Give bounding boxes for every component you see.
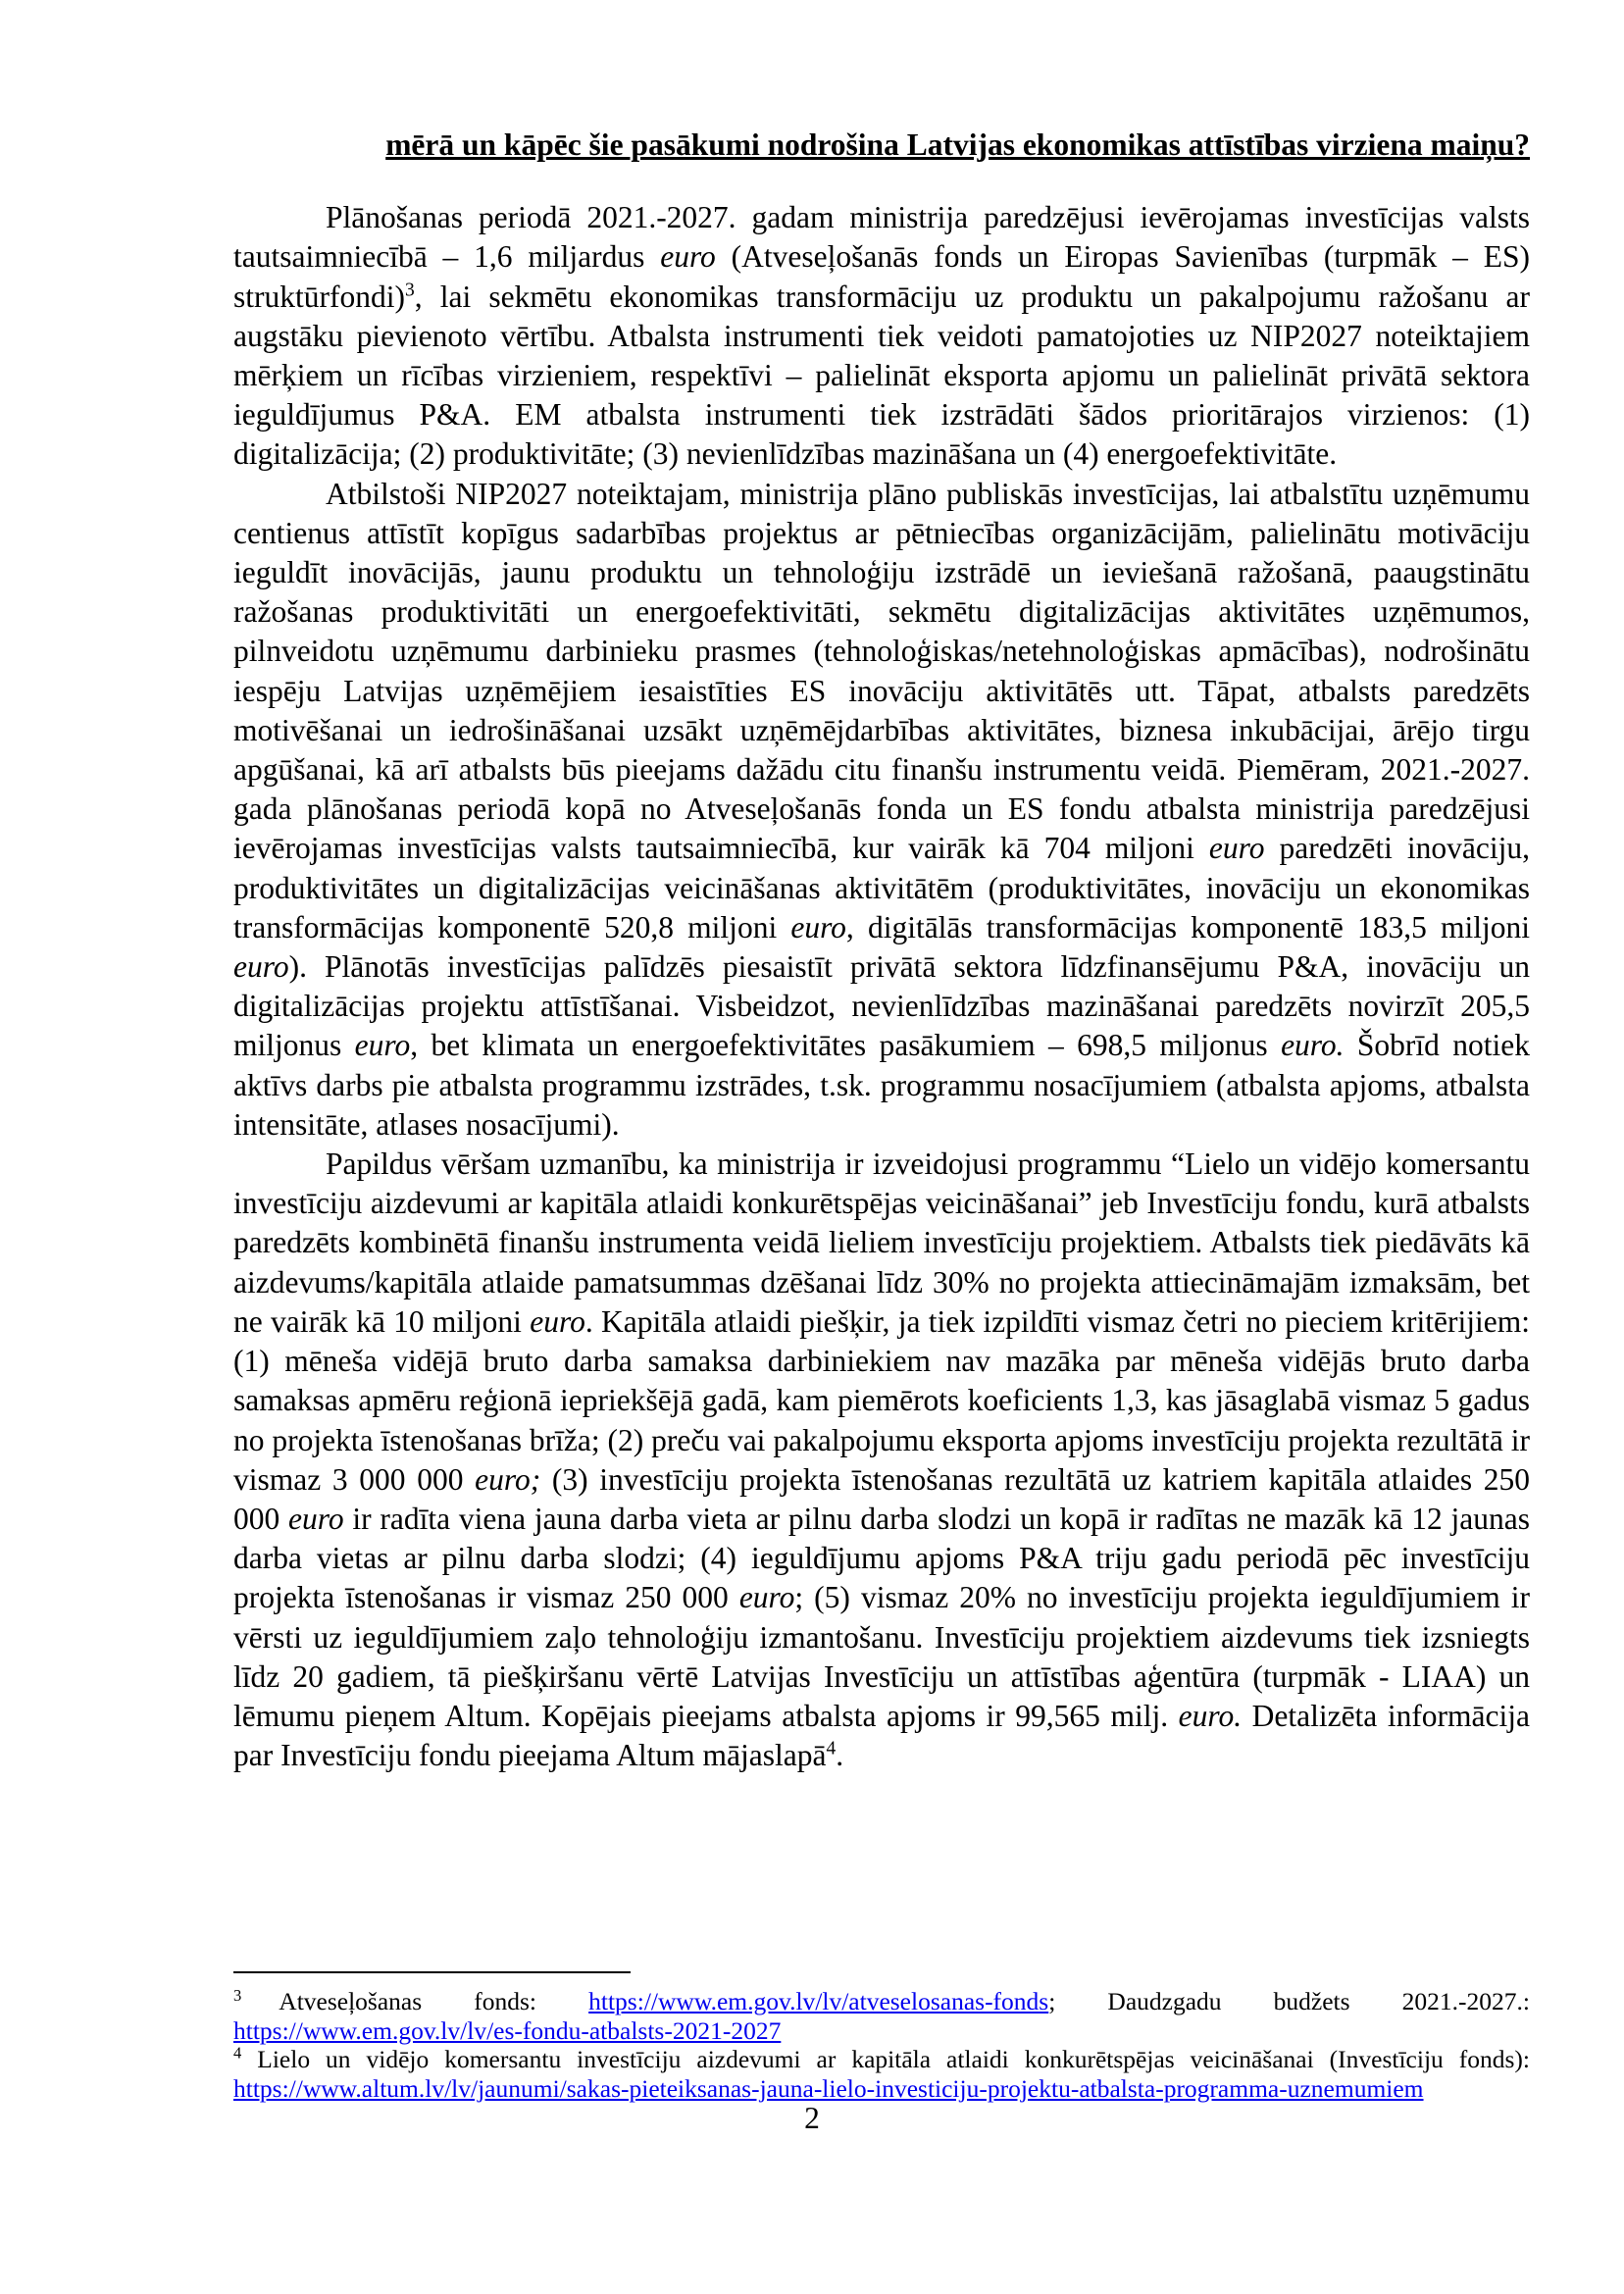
italic-term: euro. bbox=[1281, 1028, 1345, 1063]
italic-term: euro. bbox=[1178, 1698, 1243, 1733]
section-heading: mērā un kāpēc šie pasākumi nodrošina Latvijas ekonomikas attīstības virziena maiņu? bbox=[385, 127, 1530, 162]
paragraph bbox=[233, 1145, 1530, 1775]
footnote-text: Atveseļošanas fonds: bbox=[279, 1987, 589, 2015]
text-run: paredzēti inovāciju, produktivitātes un digitalizācijas veicināšanas aktivitātēm (produktivitātes, inovāciju un ekonomikas transformācijas komponentē 520,8 miljoni bbox=[233, 831, 1530, 944]
paragraph bbox=[233, 198, 1530, 474]
italic-term: euro bbox=[738, 1580, 795, 1615]
text-run: Šobrīd notiek aktīvs darbs pie atbalsta programmu izstrādes, t.sk. programmu nosacījumiem (atbalsta apjoms, atbalsta intensitāte, atlases nosacījumi). bbox=[233, 1028, 1531, 1142]
text-run: Plānošanas periodā 2021.-2027. gadam ministrija paredzējusi ievērojamas investīcijas valsts tautsaimniecībā – 1,6 miljardus bbox=[233, 200, 1530, 275]
text-run: . bbox=[836, 1738, 844, 1773]
footnote-reference: 3 bbox=[404, 280, 415, 301]
text-run: Papildus vēršam uzmanību, ka ministrija ir izveidojusi programmu “Lielo un vidējo komersantu investīciju aizdevumi ar kapitāla atlaidi konkurētspējas veicināšanai” jeb Investīciju fondu, kurā atbalsts paredzēts kombinētā finanšu instrumenta veidā lieliem investīciju projektiem. Atbalsts tiek piedāvāts kā aizdevums/kapitāla atlaide pamatsummas dzēšanai līdz 30% no projekta attiecināmajām izmaksām, bet ne vairāk kā 10 miljoni bbox=[233, 1147, 1530, 1339]
text-run: . Kapitāla atlaidi piešķir, ja tiek izpildīti vismaz četri no pieciem kritērijiem: (1) mēneša vidējā bruto darba samaksa darbiniekiem nav mazāka par mēneša vidējās bruto darba samaksas apmēru reģionā iepriekšējā gadā, kam piemērots koeficients 1,3, kas jāsaglabā vismaz 5 gadus no projekta īstenošanas brīža; (2) preču vai pakalpojumu eksporta apjoms investīciju projekta rezultātā ir vismaz 3 000 000 bbox=[233, 1303, 1530, 1497]
footnote-reference: 4 bbox=[826, 1738, 837, 1759]
footnote-text: Lielo un vidējo komersantu investīciju aizdevumi ar kapitāla atlaidi konkurētspējas veicināšanai (Investīciju fonds): bbox=[241, 2045, 1530, 2073]
text-run: ). Plānotās investīcijas palīdzēs piesaistīt privātā sektora līdzfinansējumu P&A, inovāciju un digitalizācijas projektu attīstīšanai. Visbeidzot, nevienlīdzības mazināšanai paredzēts novirzīt 205,5 miljonus bbox=[233, 949, 1530, 1063]
text-run: (3) investīciju projekta īstenošanas rezultātā uz katriem kapitāla atlaides 250 000 bbox=[233, 1461, 1530, 1536]
text-run: , bet klimata un energoefektivitātes pasākumiem – 698,5 miljonus bbox=[410, 1028, 1282, 1063]
italic-term: euro bbox=[1208, 831, 1265, 866]
italic-term: euro bbox=[790, 909, 846, 944]
footnote-4 bbox=[233, 2045, 1530, 2103]
text-run: ir radīta viena jauna darba vieta ar pilnu darba slodzi un kopā ir radītas ne mazāk kā 12 jaunas darba vietas ar pilnu darba slodzi; (4) ieguldījumu apjoms P&A triju gadu periodā pēc investīciju projekta īstenošanas ir vismaz 250 000 bbox=[233, 1501, 1531, 1615]
footnote-link-atveselosanas-fonds[interactable]: https://www.em.gov.lv/lv/atveselosanas-fonds bbox=[588, 1987, 1049, 2015]
text-run: Detalizēta informācija par Investīciju fondu pieejama Altum mājaslapā bbox=[233, 1698, 1530, 1773]
text-run: (Atveseļošanās fonds un Eiropas Savienības (turpmāk – ES) struktūrfondi) bbox=[233, 239, 1530, 314]
footnote-link-es-fondu-atbalsts[interactable]: https://www.em.gov.lv/lv/es-fondu-atbalsts-2021-2027 bbox=[233, 2015, 782, 2045]
footnotes bbox=[233, 1987, 1530, 2103]
body-text bbox=[233, 126, 1530, 1775]
footnote-text: ; Daudzgadu budžets 2021.-2027.: bbox=[1048, 1987, 1530, 2015]
text-run: , digitālās transformācijas komponentē 183,5 miljoni bbox=[845, 909, 1530, 944]
text-run: ; (5) vismaz 20% no investīciju projekta ieguldījumiem ir vērsti uz ieguldījumiem zaļo tehnoloģiju izmantošanu. Investīciju projektiem aizdevums tiek izsniegts līdz 20 gadiem, tā piešķiršanu vērtē Latvijas Investīciju un attīstības aģentūra (turpmāk - LIAA) un lēmumu pieņem Altum. Kopējais pieejams atbalsta apjoms ir 99,565 milj. bbox=[233, 1580, 1530, 1733]
text-run: , lai sekmētu ekonomikas transformāciju uz produktu un pakalpojumu ražošanu ar augstāku pievienoto vērtību. Atbalsta instrumenti tiek veidoti pamatojoties uz NIP2027 noteiktajiem mērķiem un rīcības virzieniem, respektīvi – palielināt eksporta apjomu un palielināt privātā sektora ieguldījumus P&A. EM atbalsta instrumenti tiek izstrādāti šādos prioritārajos virzienos: (1) digitalizācija; (2) produktivitāte; (3) nevienlīdzības mazināšana un (4) energoefektivitāte. bbox=[233, 279, 1530, 472]
text-run: Atbilstoši NIP2027 noteiktajam, ministrija plāno publiskās investīcijas, lai atbalstītu uzņēmumu centienus attīstīt kopīgus sadarbības projektus ar pētniecības organizācijām, palielinātu motivāciju ieguldīt inovācijās, jaunu produktu un tehnoloģiju izstrādē un ieviešanā ražošanā, paaugstinātu ražošanas produktivitāti un energoefektivitāti, sekmētu digitalizācijas aktivitātes uzņēmumos, pilnveidotu uzņēmumu darbinieku prasmes (tehnoloģiskas/netehnoloģiskas apmācības), nodrošinātu iespēju Latvijas uzņēmējiem iesaistīties ES inovāciju aktivitātēs utt. Tāpat, atbalsts paredzēts motivēšanai un iedrošināšanai uzsākt uzņēmējdarbības aktivitātes, biznesa inkubācijai, ārējo tirgu apgūšanai, kā arī atbalsts būs pieejams dažādu citu finanšu instrumentu veidā. Piemēram, 2021.-2027. gada plānošanas periodā kopā no Atveseļošanās fonda un ES fondu atbalsta ministrija paredzējusi ievērojamas investīcijas valsts tautsaimniecībā, kur vairāk kā 704 miljoni bbox=[233, 476, 1530, 866]
italic-term: euro; bbox=[475, 1461, 541, 1497]
footnote-mark: 4 bbox=[233, 2043, 242, 2063]
italic-term: euro bbox=[660, 239, 716, 275]
footnote-mark: 3 bbox=[233, 1985, 242, 2005]
footnote-link-altum[interactable]: https://www.altum.lv/lv/jaunumi/sakas-pieteiksanas-jauna-lielo-investiciju-projektu-atbalsta-programma-uznemumiem bbox=[233, 2073, 1424, 2103]
paragraph bbox=[233, 475, 1530, 1145]
footnote-separator bbox=[233, 1971, 631, 1973]
italic-term: euro bbox=[354, 1028, 411, 1063]
italic-term: euro bbox=[288, 1501, 344, 1536]
italic-term: euro bbox=[530, 1303, 585, 1339]
italic-term: euro bbox=[233, 949, 289, 985]
page-number: 2 bbox=[804, 2101, 820, 2135]
footnote-3 bbox=[233, 1987, 1530, 2045]
